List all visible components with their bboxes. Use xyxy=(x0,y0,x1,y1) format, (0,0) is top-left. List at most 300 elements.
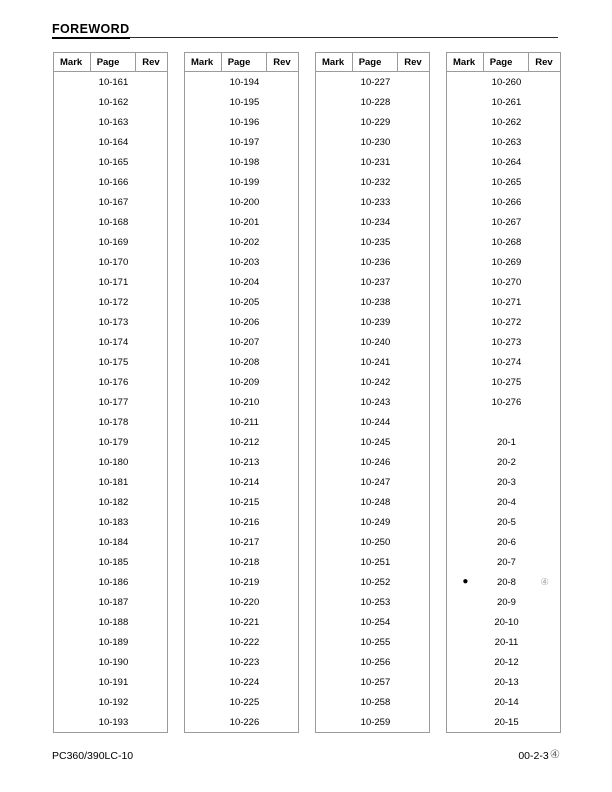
table-row xyxy=(316,512,429,532)
mark-cell xyxy=(316,552,353,572)
page-number-cell: 20-13 xyxy=(494,676,519,688)
table-row xyxy=(185,692,298,712)
page-number-cell: 10-199 xyxy=(229,176,260,188)
rev-cell xyxy=(136,592,167,612)
table-row xyxy=(54,92,167,112)
table-row xyxy=(185,672,298,692)
table-row xyxy=(185,372,298,392)
table-row xyxy=(316,212,429,232)
rev-cell xyxy=(398,692,429,712)
rev-cell xyxy=(529,712,560,732)
column-header-rev: Rev xyxy=(273,56,291,68)
page-number-cell: 10-186 xyxy=(98,576,129,588)
rev-cell xyxy=(136,292,167,312)
page-number-cell: 10-276 xyxy=(491,396,522,408)
rev-cell xyxy=(398,592,429,612)
page-number-cell: 10-204 xyxy=(229,276,260,288)
table-row xyxy=(447,712,560,732)
page-number-cell: 10-188 xyxy=(98,616,129,628)
page-number-cell: 10-261 xyxy=(491,96,522,108)
rev-cell xyxy=(398,512,429,532)
column-header-page: Page xyxy=(484,53,530,71)
mark-cell xyxy=(185,372,222,392)
table-row xyxy=(185,532,298,552)
table-row xyxy=(54,292,167,312)
page-number-cell: 10-265 xyxy=(491,176,522,188)
page-index-table-1 xyxy=(53,52,168,733)
page-number-cell: 10-239 xyxy=(360,316,391,328)
table-row xyxy=(447,112,560,132)
table-row xyxy=(316,632,429,652)
rev-cell xyxy=(267,372,298,392)
table-row xyxy=(316,92,429,112)
mark-cell xyxy=(185,212,222,232)
page-number-cell: 10-268 xyxy=(491,236,522,248)
table-row xyxy=(185,72,298,92)
table-row xyxy=(54,592,167,612)
table-row xyxy=(447,92,560,112)
rev-cell xyxy=(267,692,298,712)
mark-cell xyxy=(54,132,91,152)
mark-cell xyxy=(54,472,91,492)
mark-cell xyxy=(447,412,484,432)
mark-cell xyxy=(185,512,222,532)
mark-cell xyxy=(185,532,222,552)
rev-cell xyxy=(267,272,298,292)
mark-cell xyxy=(185,72,222,92)
mark-cell xyxy=(54,672,91,692)
mark-cell xyxy=(54,92,91,112)
mark-cell xyxy=(316,252,353,272)
page-number-cell: 10-211 xyxy=(230,416,259,428)
mark-cell xyxy=(185,172,222,192)
mark-cell xyxy=(447,712,484,732)
rev-cell xyxy=(529,72,560,92)
table-row xyxy=(185,92,298,112)
rev-cell xyxy=(267,112,298,132)
page-number-cell xyxy=(484,412,530,432)
mark-cell xyxy=(447,432,484,452)
rev-cell xyxy=(136,172,167,192)
table-row xyxy=(316,712,429,732)
mark-cell xyxy=(185,432,222,452)
mark-cell xyxy=(447,352,484,372)
rev-cell xyxy=(529,332,560,352)
mark-cell xyxy=(54,452,91,472)
rev-cell xyxy=(529,212,560,232)
mark-cell xyxy=(316,212,353,232)
mark-cell xyxy=(447,312,484,332)
page-number-cell: 10-196 xyxy=(229,116,260,128)
page-number-cell: 10-162 xyxy=(98,96,129,108)
table-row xyxy=(185,652,298,672)
rev-cell xyxy=(529,432,560,452)
rev-cell xyxy=(398,172,429,192)
page-number-cell: 10-259 xyxy=(360,716,391,728)
table-row xyxy=(316,372,429,392)
table-row xyxy=(316,652,429,672)
rev-cell xyxy=(529,552,560,572)
rev-cell xyxy=(267,532,298,552)
rev-cell xyxy=(398,332,429,352)
page-number-cell: 10-246 xyxy=(360,456,391,468)
mark-cell xyxy=(54,352,91,372)
mark-cell xyxy=(316,672,353,692)
mark-cell xyxy=(54,712,91,732)
table-row xyxy=(185,272,298,292)
rev-cell xyxy=(529,152,560,172)
page-number-cell: 10-255 xyxy=(360,636,391,648)
rev-cell xyxy=(267,332,298,352)
table-row xyxy=(447,512,560,532)
mark-cell xyxy=(185,232,222,252)
table-row xyxy=(54,512,167,532)
rev-cell xyxy=(267,432,298,452)
rev-cell xyxy=(529,252,560,272)
mark-cell xyxy=(447,332,484,352)
rev-cell xyxy=(136,412,167,432)
table-row xyxy=(185,292,298,312)
mark-cell xyxy=(447,692,484,712)
table-body xyxy=(315,72,430,733)
page-number-cell: 10-172 xyxy=(98,296,129,308)
mark-cell xyxy=(185,272,222,292)
page-number-cell: 20-2 xyxy=(496,456,516,468)
page-number-cell: 10-206 xyxy=(229,316,260,328)
mark-cell xyxy=(54,152,91,172)
rev-cell xyxy=(529,472,560,492)
column-header-mark: Mark xyxy=(316,53,353,71)
mark-cell xyxy=(54,552,91,572)
mark-cell xyxy=(54,612,91,632)
rev-cell xyxy=(136,92,167,112)
mark-cell xyxy=(185,672,222,692)
rev-cell xyxy=(529,492,560,512)
page-number-cell: 10-223 xyxy=(229,656,260,668)
page-number-cell: 10-238 xyxy=(360,296,391,308)
rev-cell xyxy=(398,452,429,472)
page-number-cell: 20-9 xyxy=(496,596,516,608)
mark-cell xyxy=(316,372,353,392)
table-row xyxy=(447,72,560,92)
rev-cell xyxy=(398,212,429,232)
table-row xyxy=(447,292,560,312)
table-header-row xyxy=(53,52,168,72)
mark-cell xyxy=(447,232,484,252)
page-number-cell: 10-243 xyxy=(360,396,391,408)
table-row xyxy=(447,332,560,352)
table-row xyxy=(316,432,429,452)
mark-cell xyxy=(447,252,484,272)
rev-cell xyxy=(529,392,560,412)
table-row xyxy=(185,452,298,472)
table-row xyxy=(54,432,167,452)
page-number-cell: 10-272 xyxy=(491,316,522,328)
rev-cell xyxy=(529,452,560,472)
page-number-cell: 10-271 xyxy=(491,296,522,308)
rev-cell xyxy=(398,232,429,252)
table-row xyxy=(316,412,429,432)
rev-cell xyxy=(136,512,167,532)
footer-page-number xyxy=(518,750,560,762)
table-row xyxy=(316,312,429,332)
table-row xyxy=(447,412,560,432)
mark-cell xyxy=(316,692,353,712)
rev-cell xyxy=(398,252,429,272)
page-number-cell: 10-207 xyxy=(229,336,260,348)
page-number-cell: 10-201 xyxy=(229,216,260,228)
mark-cell xyxy=(316,192,353,212)
page-number-cell: 10-219 xyxy=(229,576,260,588)
table-header-row xyxy=(315,52,430,72)
rev-cell xyxy=(398,552,429,572)
table-row xyxy=(316,272,429,292)
page-number-cell: 10-234 xyxy=(360,216,391,228)
table-row xyxy=(316,152,429,172)
rev-cell xyxy=(136,112,167,132)
mark-cell xyxy=(185,392,222,412)
page-number-cell: 10-232 xyxy=(360,176,391,188)
mark-cell xyxy=(447,92,484,112)
page-number-cell: 10-252 xyxy=(360,576,391,588)
page-number-cell: 10-256 xyxy=(360,656,391,668)
page-number-cell: 10-185 xyxy=(98,556,129,568)
mark-cell xyxy=(447,152,484,172)
mark-cell xyxy=(316,232,353,252)
rev-cell xyxy=(398,672,429,692)
page-number-cell: 10-231 xyxy=(360,156,391,168)
mark-cell xyxy=(316,632,353,652)
page-number-cell: 10-226 xyxy=(229,716,260,728)
page-number-cell: 10-224 xyxy=(229,676,260,688)
table-row xyxy=(447,572,560,592)
page-number-cell: 10-225 xyxy=(229,696,260,708)
mark-cell xyxy=(447,392,484,412)
mark-cell xyxy=(185,352,222,372)
table-row xyxy=(185,412,298,432)
table-row xyxy=(316,232,429,252)
table-row xyxy=(185,172,298,192)
mark-cell xyxy=(316,272,353,292)
table-row xyxy=(54,172,167,192)
mark-cell xyxy=(316,592,353,612)
page-number-cell: 10-191 xyxy=(98,676,129,688)
page-number-cell: 10-181 xyxy=(98,476,129,488)
mark-cell xyxy=(54,632,91,652)
table-row xyxy=(185,512,298,532)
column-header-page: Page xyxy=(222,53,268,71)
rev-cell xyxy=(267,652,298,672)
mark-cell xyxy=(185,552,222,572)
page-number-cell: 10-200 xyxy=(229,196,260,208)
mark-cell xyxy=(447,472,484,492)
column-header-mark: Mark xyxy=(447,53,484,71)
footer-model-number: PC360/390LC-10 xyxy=(52,750,134,762)
page-number-cell: 10-161 xyxy=(98,76,129,88)
mark-cell xyxy=(316,112,353,132)
table-row xyxy=(54,452,167,472)
table-row xyxy=(447,632,560,652)
page-number-cell: 10-251 xyxy=(360,556,391,568)
table-row xyxy=(54,672,167,692)
rev-cell xyxy=(267,92,298,112)
page-number-cell: 10-213 xyxy=(229,456,260,468)
table-row xyxy=(54,552,167,572)
mark-cell xyxy=(447,192,484,212)
footer-revision-symbol: ④ xyxy=(549,749,560,762)
rev-cell xyxy=(398,532,429,552)
page-number-cell: 10-262 xyxy=(491,116,522,128)
table-row xyxy=(54,132,167,152)
table-header-row xyxy=(184,52,299,72)
rev-cell xyxy=(398,492,429,512)
rev-cell xyxy=(136,252,167,272)
mark-cell xyxy=(185,572,222,592)
column-header-rev: Rev xyxy=(404,56,422,68)
page-number-cell: 10-247 xyxy=(360,476,391,488)
rev-cell xyxy=(529,632,560,652)
page-number-cell: 10-165 xyxy=(98,156,129,168)
rev-cell xyxy=(529,232,560,252)
mark-cell xyxy=(316,392,353,412)
page-number-cell: 10-174 xyxy=(98,336,129,348)
table-row xyxy=(54,412,167,432)
mark-cell xyxy=(54,512,91,532)
table-row xyxy=(185,312,298,332)
mark-cell xyxy=(447,212,484,232)
rev-cell xyxy=(398,432,429,452)
mark-cell xyxy=(54,592,91,612)
table-row xyxy=(316,112,429,132)
page-number-cell: 10-242 xyxy=(360,376,391,388)
rev-cell xyxy=(267,512,298,532)
table-row xyxy=(185,112,298,132)
page-number-cell: 10-230 xyxy=(360,136,391,148)
table-row xyxy=(447,592,560,612)
table-row xyxy=(316,132,429,152)
page-number-cell: 10-227 xyxy=(360,76,391,88)
table-row xyxy=(54,352,167,372)
page-number-cell: 20-3 xyxy=(496,476,516,488)
table-row xyxy=(447,652,560,672)
page-number-cell: 10-233 xyxy=(360,196,391,208)
table-row xyxy=(316,252,429,272)
rev-cell xyxy=(136,152,167,172)
table-row xyxy=(54,632,167,652)
rev-cell xyxy=(398,632,429,652)
table-row xyxy=(185,152,298,172)
table-row xyxy=(447,132,560,152)
page-number-cell: 20-14 xyxy=(494,696,519,708)
table-row xyxy=(447,372,560,392)
page-number-cell: 10-197 xyxy=(229,136,260,148)
mark-cell xyxy=(54,532,91,552)
rev-cell xyxy=(398,152,429,172)
rev-cell xyxy=(136,232,167,252)
table-row xyxy=(185,592,298,612)
page-number-cell: 10-189 xyxy=(98,636,129,648)
page-number-cell: 10-220 xyxy=(229,596,260,608)
mark-cell xyxy=(185,312,222,332)
page-number-cell: 10-179 xyxy=(98,436,129,448)
table-row xyxy=(447,692,560,712)
mark-cell xyxy=(185,472,222,492)
page-number-cell: 10-253 xyxy=(360,596,391,608)
table-row xyxy=(185,192,298,212)
table-row xyxy=(447,352,560,372)
page-number-cell: 20-10 xyxy=(494,616,519,628)
table-body xyxy=(53,72,168,733)
page-index-table-3 xyxy=(315,52,430,733)
mark-cell xyxy=(54,432,91,452)
mark-cell xyxy=(54,572,91,592)
mark-cell xyxy=(185,412,222,432)
rev-cell xyxy=(529,672,560,692)
table-row xyxy=(447,192,560,212)
page-number-cell: 10-267 xyxy=(491,216,522,228)
mark-cell xyxy=(54,272,91,292)
table-row xyxy=(447,392,560,412)
rev-cell xyxy=(398,132,429,152)
table-row xyxy=(185,612,298,632)
mark-cell xyxy=(54,192,91,212)
rev-cell xyxy=(136,352,167,372)
table-row xyxy=(185,212,298,232)
rev-cell xyxy=(398,72,429,92)
page-number-cell: 10-240 xyxy=(360,336,391,348)
page-number-cell: 10-205 xyxy=(229,296,260,308)
table-row xyxy=(185,352,298,372)
rev-cell xyxy=(398,92,429,112)
mark-cell xyxy=(54,372,91,392)
mark-cell xyxy=(447,632,484,652)
mark-cell xyxy=(54,492,91,512)
mark-cell xyxy=(316,352,353,372)
table-row xyxy=(447,492,560,512)
page-number-cell: 20-7 xyxy=(496,556,516,568)
rev-cell xyxy=(136,192,167,212)
page-number-cell: 10-171 xyxy=(98,276,129,288)
table-row xyxy=(447,312,560,332)
table-row xyxy=(54,272,167,292)
mark-cell xyxy=(54,332,91,352)
mark-cell xyxy=(185,612,222,632)
mark-cell xyxy=(185,292,222,312)
table-row xyxy=(447,232,560,252)
table-row xyxy=(447,212,560,232)
mark-cell xyxy=(54,232,91,252)
column-header-rev: Rev xyxy=(535,56,553,68)
rev-cell xyxy=(267,552,298,572)
table-row xyxy=(54,192,167,212)
mark-cell xyxy=(316,132,353,152)
mark-cell xyxy=(316,652,353,672)
page-number-cell: 10-257 xyxy=(360,676,391,688)
table-row xyxy=(447,612,560,632)
page-number-cell: 10-169 xyxy=(98,236,129,248)
rev-cell xyxy=(136,272,167,292)
table-row xyxy=(54,692,167,712)
page-number-cell: 10-178 xyxy=(98,416,129,428)
rev-cell xyxy=(529,352,560,372)
table-row xyxy=(447,432,560,452)
page-number-cell: 10-216 xyxy=(229,516,260,528)
table-row xyxy=(316,612,429,632)
page-number-cell: 10-187 xyxy=(98,596,129,608)
mark-cell xyxy=(185,152,222,172)
column-header-rev: Rev xyxy=(142,56,160,68)
rev-cell xyxy=(267,472,298,492)
